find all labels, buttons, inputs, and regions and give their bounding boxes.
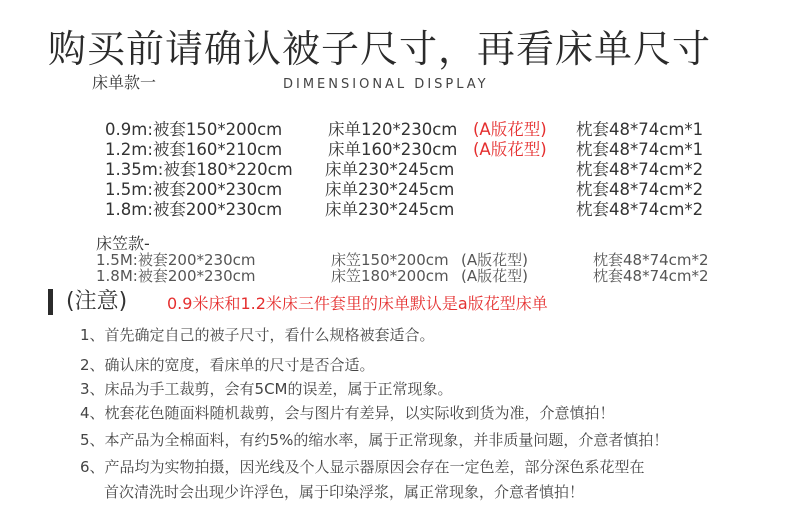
style2-row-2-sheet: 床笠180*200cm xyxy=(331,267,449,285)
style1-row-3-size: 1.35m:被套180*220cm xyxy=(105,160,293,179)
style1-row-1-tag: (A版花型) xyxy=(473,120,547,139)
note-4: 4、枕套花色随面料随机裁剪，会与图片有差异，以实际收到货为准，介意慎拍！ xyxy=(80,404,615,422)
note-1: 1、首先确定自己的被子尺寸，看什么规格被套适合。 xyxy=(80,326,435,344)
style2-row-1-pillow: 枕套48*74cm*2 xyxy=(593,251,709,269)
style1-row-2-pillow: 枕套48*74cm*1 xyxy=(576,140,704,159)
style2-row-1-tag: (A版花型) xyxy=(461,251,528,269)
style1-label: 床单款一 xyxy=(92,73,157,92)
style2-row-1-sheet: 床笠150*200cm xyxy=(331,251,449,269)
style1-row-2-tag: (A版花型) xyxy=(473,140,547,159)
note-5: 5、本产品为全棉面料，有约5%的缩水率，属于正常现象，并非质量问题，介意者慎拍！ xyxy=(80,431,669,449)
style2-label: 床笠款- xyxy=(96,234,150,253)
style1-row-4-pillow: 枕套48*74cm*2 xyxy=(576,180,704,199)
dimensional-display-caption: DIMENSIONAL DISPLAY xyxy=(283,77,489,92)
notice-bar xyxy=(48,289,53,315)
style1-row-4-size: 1.5m:被套200*230cm xyxy=(105,180,283,199)
style1-row-1-pillow: 枕套48*74cm*1 xyxy=(576,120,704,139)
style2-row-2-tag: (A版花型) xyxy=(461,267,528,285)
notice-highlight: 0.9米床和1.2米床三件套里的床单默认是a版花型床单 xyxy=(167,294,548,313)
style1-row-3-sheet: 床单230*245cm xyxy=(325,160,455,179)
style2-row-1-size: 1.5M:被套200*230cm xyxy=(96,251,256,269)
note-6: 6、产品均为实物拍摄，因光线及个人显示器原因会存在一定色差，部分深色系花型在 xyxy=(80,458,645,476)
note-2: 2、确认床的宽度，看床单的尺寸是否合适。 xyxy=(80,356,375,374)
note-3: 3、床品为手工裁剪，会有5CM的误差，属于正常现象。 xyxy=(80,380,453,398)
note-6-continued: 首次清洗时会出现少许浮色，属于印染浮浆，属正常现象，介意者慎拍！ xyxy=(104,483,585,501)
style1-row-5-pillow: 枕套48*74cm*2 xyxy=(576,200,704,219)
style2-row-2-pillow: 枕套48*74cm*2 xyxy=(593,267,709,285)
style1-row-4-sheet: 床单230*245cm xyxy=(325,180,455,199)
notice-title: (注意) xyxy=(66,289,128,314)
style1-row-2-sheet: 床单160*230cm xyxy=(328,140,458,159)
style2-row-2-size: 1.8M:被套200*230cm xyxy=(96,267,256,285)
style1-row-1-size: 0.9m:被套150*200cm xyxy=(105,120,283,139)
style1-row-5-sheet: 床单230*245cm xyxy=(325,200,455,219)
page-title: 购买前请确认被子尺寸，再看床单尺寸 xyxy=(48,27,712,71)
style1-row-2-size: 1.2m:被套160*210cm xyxy=(105,140,283,159)
style1-row-1-sheet: 床单120*230cm xyxy=(328,120,458,139)
style1-row-3-pillow: 枕套48*74cm*2 xyxy=(576,160,704,179)
style1-row-5-size: 1.8m:被套200*230cm xyxy=(105,200,283,219)
